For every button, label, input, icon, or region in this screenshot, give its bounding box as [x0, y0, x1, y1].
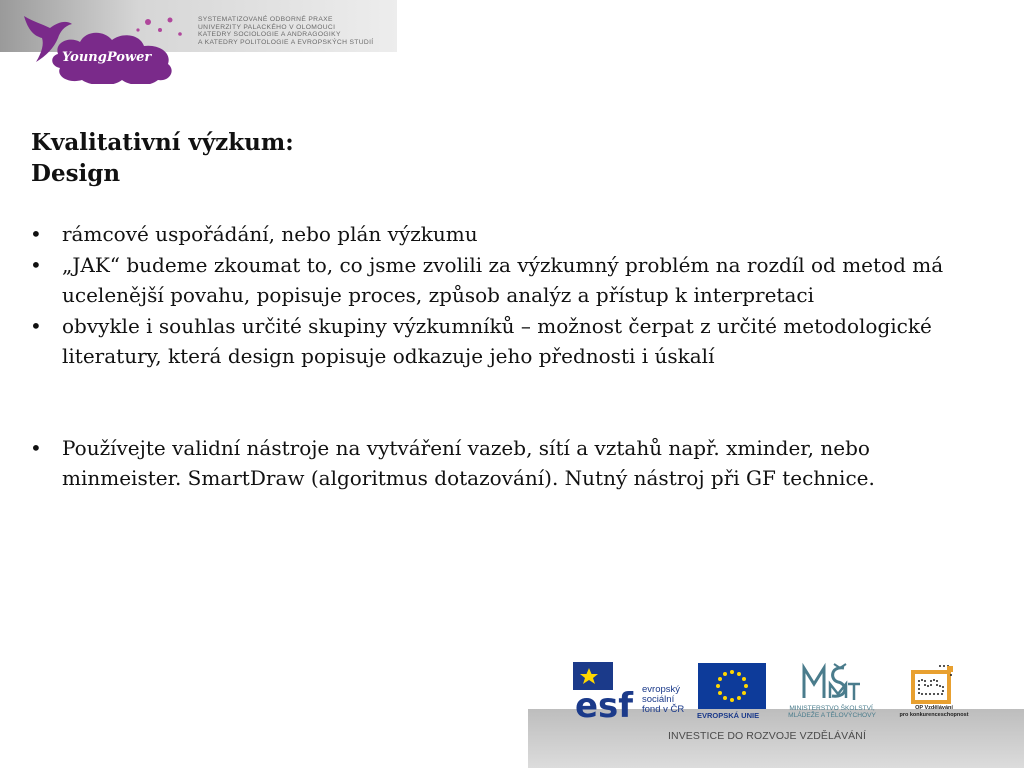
esf-caption-line: fond v ČR	[642, 704, 685, 715]
bullet-list	[30, 219, 990, 494]
bullet-item	[30, 311, 990, 372]
bullet-text: rámcové uspořádání, nebo plán výzkumu	[62, 222, 478, 246]
header-line: UNIVERZITY PALACKÉHO V OLOMOUCI	[198, 23, 336, 31]
msmt-caption-line: MLÁDEŽE A TĚLOVÝCHOVY	[788, 712, 876, 720]
logo-text: YoungPower	[62, 50, 152, 65]
esf-caption	[642, 685, 684, 715]
svg-text:esf: esf	[575, 686, 634, 720]
youngpower-logo	[20, 12, 190, 84]
esf-caption-line: sociální	[642, 694, 675, 705]
header-line: A KATEDRY POLITOLOGIE A EVROPSKÝCH STUDIÍ	[198, 38, 374, 46]
op-caption-line: pro konkurenceschopnost	[899, 711, 969, 718]
esf-caption-line: evropský	[642, 684, 681, 695]
msmt-logo	[800, 662, 862, 702]
header-institution-text	[198, 16, 394, 46]
bullet-item	[30, 433, 990, 494]
op-caption-line: OP Vzdělávání	[915, 705, 953, 711]
msmt-caption-line: MINISTERSTVO ŠKOLSTVÍ,	[789, 705, 875, 712]
msmt-caption	[774, 705, 890, 720]
bullet-marker: •	[30, 313, 42, 338]
slide-title	[31, 127, 294, 189]
header-line: SYSTEMATIZOVANÉ ODBORNÉ PRAXE	[198, 16, 333, 23]
slide-title-line2: Design	[31, 160, 121, 187]
eu-flag-icon	[698, 663, 766, 709]
op-vzdelavani-logo	[911, 664, 955, 704]
bullet-marker: •	[30, 222, 42, 246]
slide-title-line1: Kvalitativní výzkum:	[31, 129, 294, 156]
op-caption	[896, 705, 972, 718]
header-line: KATEDRY SOCIOLOGIE A ANDRAGOGIKY	[198, 31, 341, 39]
bullet-text: obvykle i souhlas určité skupiny výzkumníků – možnost čerpat z určité metodologické literatury, která design popisuje odkazuje jeho přednosti i úskalí	[62, 313, 932, 368]
bullet-marker: •	[30, 252, 42, 277]
bullet-item	[30, 250, 990, 311]
bullet-item	[30, 219, 990, 250]
footer-investice-text: INVESTICE DO ROZVOJE VZDĚLÁVÁNÍ	[668, 730, 866, 742]
bullet-marker: •	[30, 435, 42, 460]
eu-label: EVROPSKÁ UNIE	[697, 711, 760, 720]
bullet-text: „JAK“ budeme zkoumat to, co jsme zvolili za výzkumný problém na rozdíl od metod má ucelenější povahu, popisuje proces, způsob analýz a přístup k interpretaci	[62, 252, 944, 307]
bullet-text: Používejte validní nástroje na vytváření vazeb, sítí a vztahů např. xminder, nebo minmeister. SmartDraw (algoritmus dotazování). Nutný nástroj při GF technice.	[62, 435, 875, 490]
